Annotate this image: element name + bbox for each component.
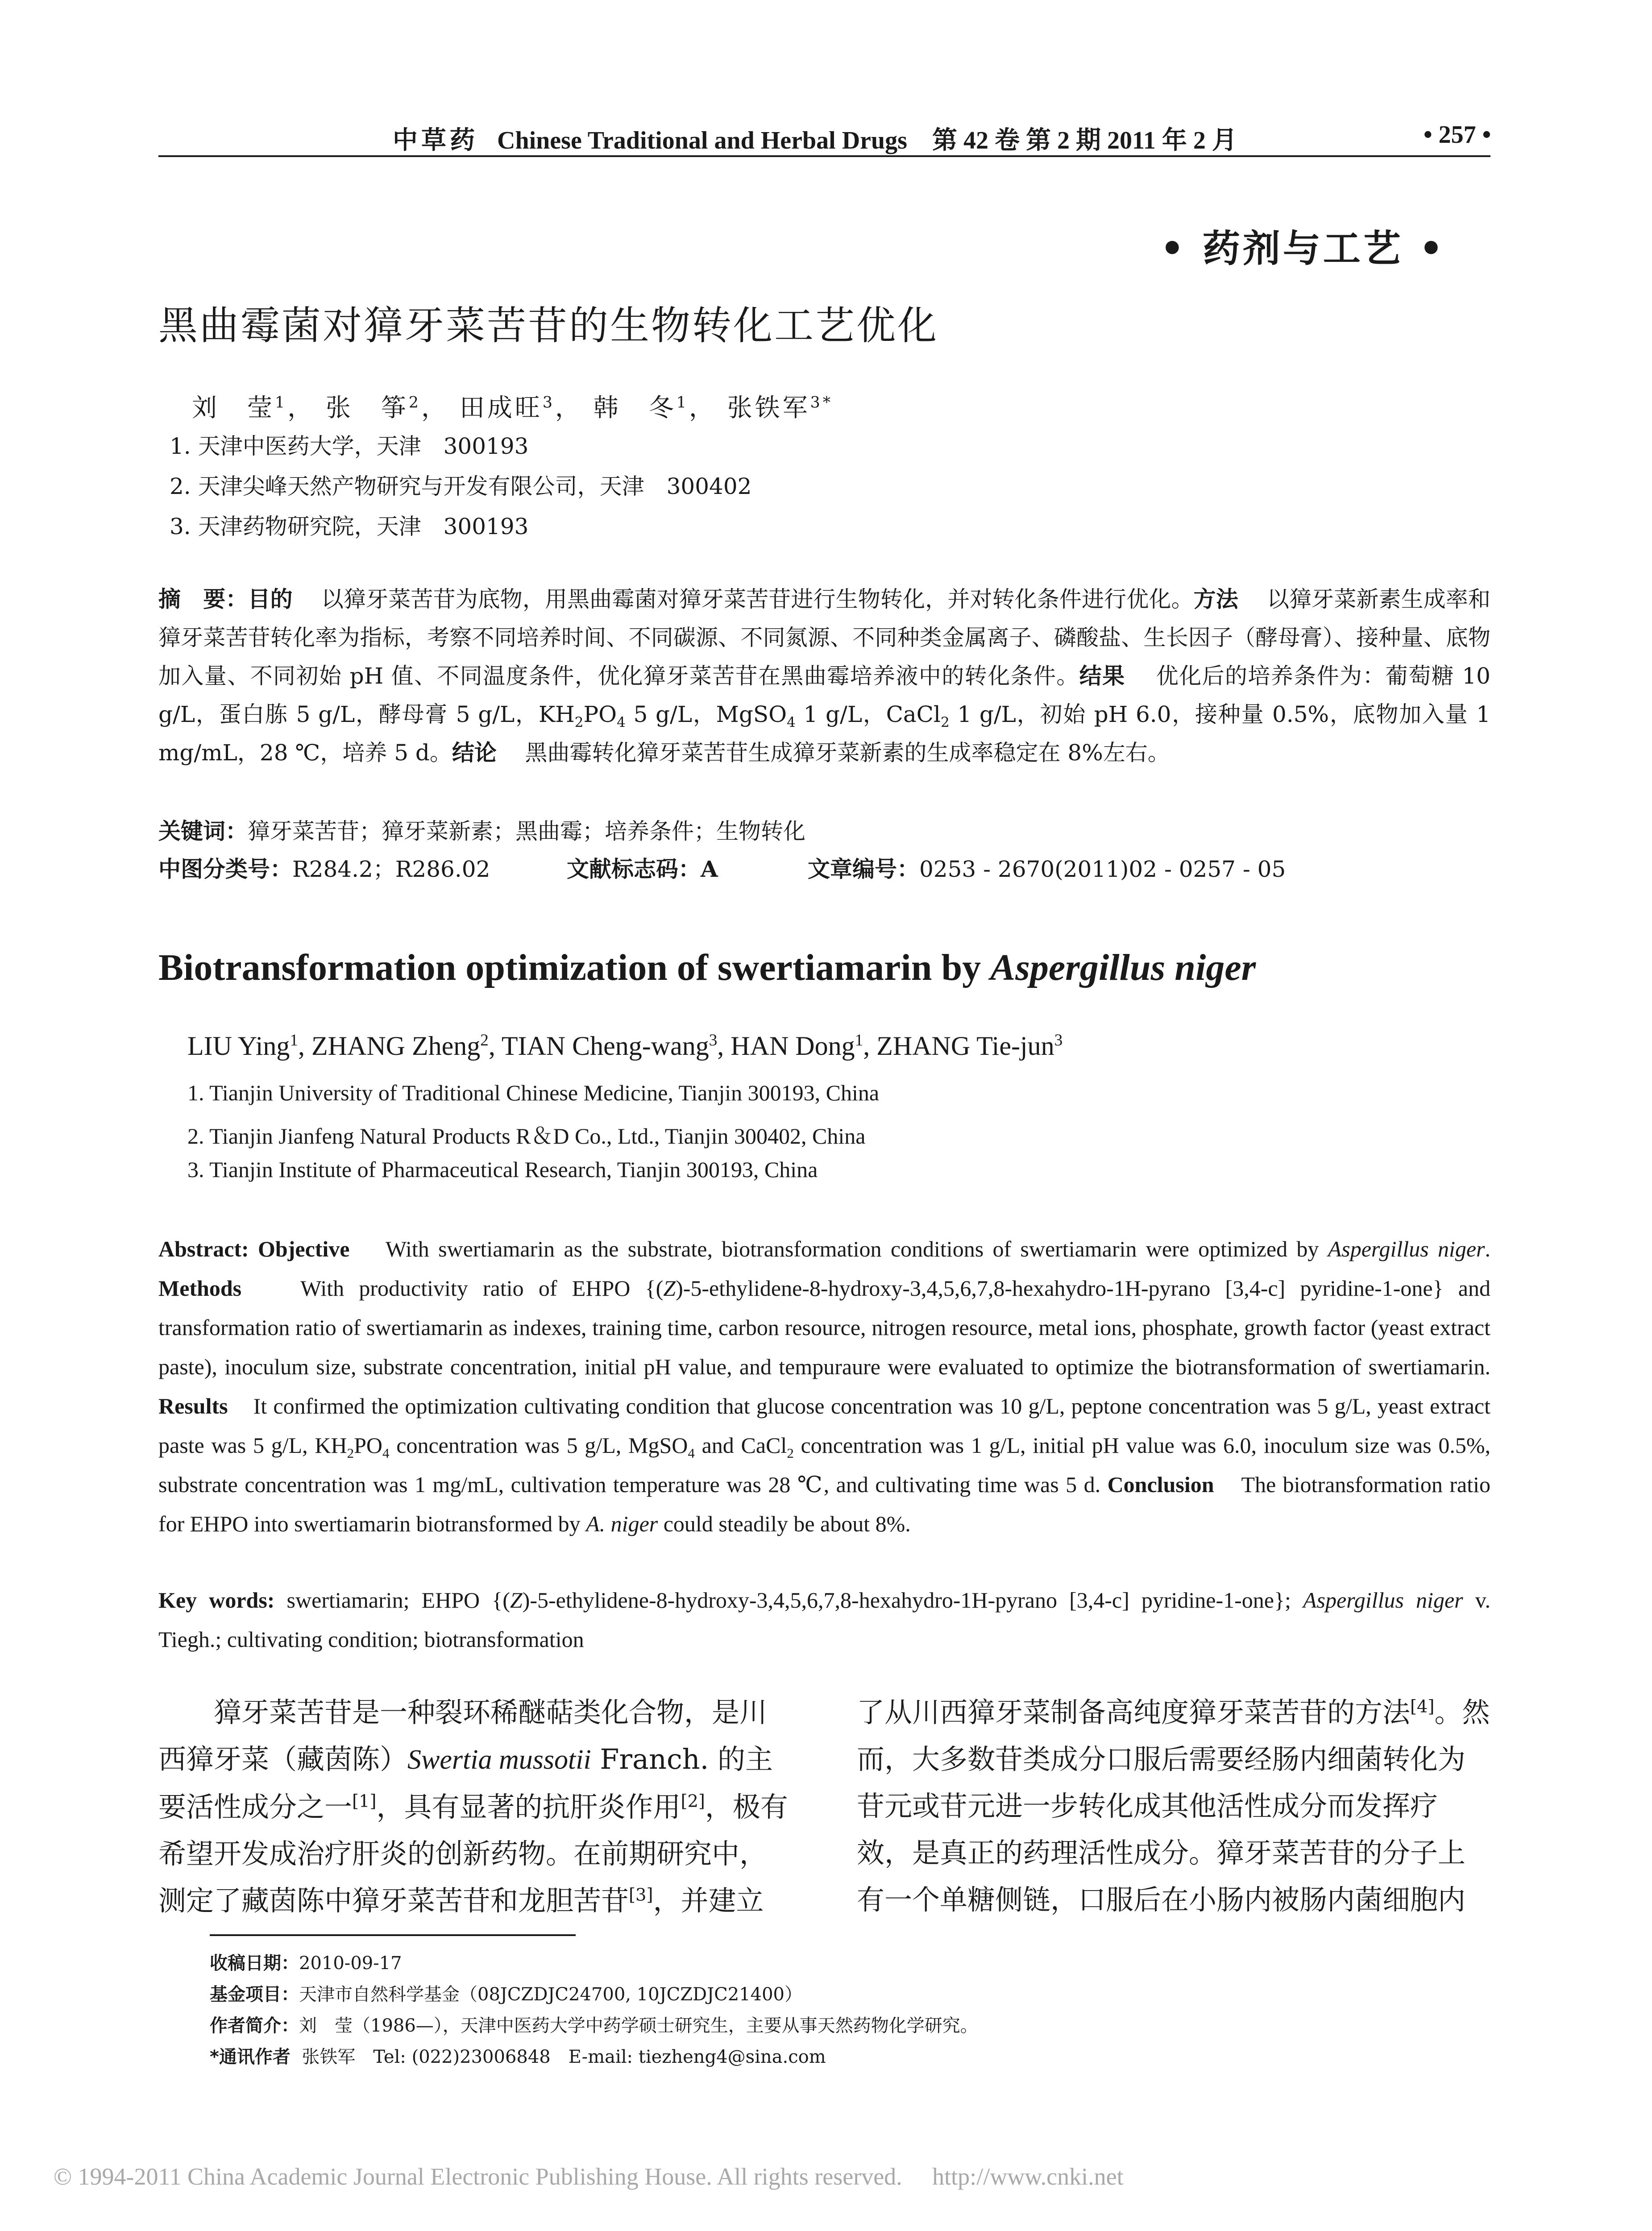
doc-label: 文献标志码：: [567, 856, 701, 882]
body-column-right: [857, 1689, 1490, 1923]
conclusion-label: Conclusion: [1107, 1472, 1214, 1497]
keywords-text: 獐牙菜苦苷；獐牙菜新素；黑曲霉；培养条件；生物转化: [248, 818, 805, 844]
methods-label: 方法: [1193, 586, 1238, 612]
footnote-received: [210, 1949, 402, 1974]
affiliation-en: 3. Tianjin Institute of Pharmaceutical Research, Tianjin 300193, China: [187, 1157, 818, 1182]
citation: [2]: [681, 1791, 705, 1812]
article-number: [808, 851, 1286, 883]
author-affil-mark: 1: [275, 394, 288, 412]
title-english-main: Biotransformation optimization of swertiamarin by: [158, 947, 991, 988]
citation: [3]: [629, 1885, 653, 1905]
keywords-english: [158, 1580, 1490, 1659]
authors-english: LIU Ying$^1$, ZHANG Zheng$^2$, TIAN Cheng-wang$^3$, HAN Dong$^1$, ZHANG Tie-jun$^3$: [187, 1031, 1063, 1061]
footnote-text: 天津市自然科学基金（08JCZDJC24700, 10JCZDJC21400）: [299, 1984, 803, 2005]
abstract-label: Abstract:: [158, 1236, 249, 1261]
body-paragraph: [857, 1689, 1490, 1923]
author-name: 田成旺: [459, 394, 543, 423]
journal-name-cn: 中草药: [393, 125, 478, 155]
keywords-chinese: [158, 812, 1490, 850]
keywords-text: swertiamarin; EHPO {(: [274, 1588, 510, 1613]
subscript: 2: [574, 714, 584, 730]
results-label: 结果: [1079, 663, 1125, 689]
author-affil-mark: 2: [480, 1031, 489, 1049]
results-text: PO: [583, 701, 617, 727]
results-text: PO: [354, 1433, 383, 1458]
keywords-italic: Z: [510, 1588, 523, 1613]
results-text: concentration was 5 g/L, MgSO: [389, 1433, 688, 1458]
authors-chinese: 刘 莹$^1$， 张 筝$^2$， 田成旺$^3$， 韩 冬$^1$， 张铁军$^{3*}$: [192, 394, 834, 423]
abstract-label: 摘 要：: [158, 586, 248, 612]
title-english-italic: Aspergillus niger: [990, 947, 1256, 988]
results-label: Results: [158, 1393, 228, 1418]
subscript: 4: [382, 1445, 390, 1461]
affiliation-cn: 3. 天津药物研究院，天津 300193: [170, 514, 529, 539]
author-affil-mark: 2: [408, 394, 421, 412]
affiliation-en: 1. Tianjin University of Traditional Chinese Medicine, Tianjin 300193, China: [187, 1080, 880, 1105]
affiliation-cn: 1. 天津中医药大学，天津 300193: [170, 433, 529, 459]
body-text: 了从川西獐牙菜制备高纯度獐牙菜苦苷的方法: [857, 1696, 1411, 1729]
article-value: 0253 - 2670(2011)02 - 0257 - 05: [919, 856, 1286, 882]
citation: [4]: [1410, 1696, 1435, 1717]
conclusion-italic: A. niger: [586, 1511, 658, 1536]
author-affil-mark: 3: [542, 394, 555, 412]
subscript: 2: [347, 1445, 354, 1461]
objective-text: With swertiamarin as the substrate, biotransformation conditions of swertiamarin were optimized by: [385, 1236, 1328, 1261]
author-name: 刘 莹: [192, 394, 275, 423]
footnote-text: 2010-09-17: [299, 1953, 402, 1974]
conclusion-text: 黑曲霉转化獐牙菜苦苷生成獐牙菜新素的生成率稳定在 8%左右。: [525, 740, 1170, 766]
clc-value: R284.2；R286.02: [292, 856, 490, 882]
objective-italic: Aspergillus niger: [1328, 1236, 1485, 1261]
body-text: ，具有显著的抗肝炎作用: [376, 1791, 681, 1823]
author-name: HAN Dong: [731, 1031, 855, 1061]
title-english: [158, 946, 1256, 989]
subscript: 4: [688, 1445, 695, 1461]
keywords-italic: Aspergillus niger: [1303, 1588, 1463, 1613]
classification-line: [158, 851, 490, 883]
author-name: LIU Ying: [187, 1031, 290, 1061]
section-heading: • 药剂与工艺 •: [1160, 226, 1446, 270]
body-paragraph: [158, 1689, 792, 1924]
journal-name-en: Chinese Traditional and Herbal Drugs: [497, 127, 907, 154]
author-name: ZHANG Zheng: [311, 1031, 481, 1061]
keywords-label: 关键词：: [158, 818, 248, 844]
author-affil-mark: 1: [290, 1031, 299, 1049]
copyright-notice: © 1994-2011 China Academic Journal Electronic Publishing House. All rights reserved. http://www.cnki.net: [54, 2163, 1124, 2190]
document-code: [567, 851, 718, 883]
keywords-text: )-5-ethylidene-8-hydroxy-3,4,5,6,7,8-hexahydro-1H-pyrano [3,4-c] pyridine-1-one};: [522, 1588, 1303, 1613]
keywords-text: v. Tiegh.; cultivating condition; biotransformation: [158, 1588, 1490, 1652]
footnote-rule: [210, 1934, 576, 1936]
subscript: 4: [617, 714, 626, 730]
body-italic: Swertia mussotii: [407, 1745, 591, 1775]
objective-label: 目的: [248, 586, 293, 612]
footnote-fund: [210, 1980, 802, 2006]
results-text: 1 g/L，初始 pH 6.0，接种量 0.5%，底物加入量 1 mg/mL，28 ℃，培养 5 d。: [158, 701, 1490, 766]
objective-label: Objective: [258, 1236, 350, 1261]
article-label: 文章编号：: [808, 856, 919, 882]
methods-text: 以獐牙菜新素生成率和獐牙菜苦苷转化率为指标，考察不同培养时间、不同碳源、不同氮源、不同种类金属离子、磷酸盐、生长因子（酵母膏）、接种量、底物加入量、不同初始 pH 值、不同温度条件，优化獐牙菜苦苷在黑曲霉培养液中的转化条件。: [158, 586, 1491, 689]
subscript: 2: [940, 714, 950, 730]
results-text: 5 g/L，MgSO: [625, 701, 787, 727]
results-text: and CaCl: [694, 1433, 787, 1458]
author-affil-mark: 1: [676, 394, 689, 412]
results-text: 1 g/L，CaCl: [795, 701, 941, 727]
page-number: • 257 •: [1424, 121, 1491, 149]
methods-text: )-5-ethylidene-8-hydroxy-3,4,5,6,7,8-hexahydro-1H-pyrano [3,4-c] pyridine-1-one} and transformation ratio of swertiamarin as indexes, training time, carbon resource, nitrogen resource, metal ions, phosphate, growth factor (yeast extract paste), inoculum size, substrate concentration, initial pH value, and tempuraure were evaluated to optimize the biotransformation of swertiamarin.: [158, 1276, 1490, 1379]
author-name: 韩 冬: [593, 394, 677, 423]
body-text: Franch. 的主要活性成分之一: [158, 1743, 773, 1823]
footnote-label: *通讯作者: [210, 2047, 291, 2067]
footnote-label: 基金项目：: [210, 1984, 299, 2005]
footnote-label: 收稿日期：: [210, 1953, 299, 1974]
author-name: 张铁军: [727, 394, 810, 423]
author-affil-mark: 1: [855, 1031, 863, 1049]
conclusion-label: 结论: [452, 740, 497, 766]
footnote-label: 作者简介：: [210, 2015, 299, 2036]
footnote-correspondence: [210, 2043, 826, 2068]
conclusion-text: could steadily be about 8%.: [658, 1511, 911, 1536]
author-name: TIAN Cheng-wang: [501, 1031, 709, 1061]
footnote-text: 刘 莹（1986—），天津中医药大学中药学硕士研究生，主要从事天然药物化学研究。: [299, 2015, 978, 2036]
keywords-label: Key words:: [158, 1588, 275, 1613]
body-text: ，并建立: [653, 1884, 764, 1917]
doc-value: A: [701, 856, 718, 882]
footnote-text: 张铁军 Tel: (022)23006848 E-mail: tiezheng4@sina.com: [302, 2047, 826, 2067]
abstract-chinese: [158, 580, 1490, 772]
results-text: It confirmed the optimization cultivating condition that glucose concentration was 10 g/L, peptone concentration was 5 g/L, yeast extract paste was 5 g/L, KH: [158, 1393, 1490, 1458]
journal-issue: 第 42 卷 第 2 期 2011 年 2 月: [932, 127, 1237, 154]
methods-label: Methods: [158, 1276, 242, 1301]
title-chinese: 黑曲霉菌对獐牙菜苦苷的生物转化工艺优化: [158, 303, 939, 348]
results-text: concentration was 1 g/L, initial pH value was 6.0, inoculum size was 0.5%, substrate concentration was 1 mg/mL, cultivation temperature was 28 ℃, and cultivating time was 5 d.: [158, 1433, 1490, 1497]
author-name: ZHANG Tie-jun: [876, 1031, 1054, 1061]
subscript: 4: [787, 714, 796, 730]
header-rule: [158, 155, 1490, 157]
author-affil-mark: 3: [709, 1031, 718, 1049]
objective-text: 以獐牙菜苦苷为底物，用黑曲霉菌对獐牙菜苦苷进行生物转化，并对转化条件进行优化。: [321, 586, 1194, 612]
clc-label: 中图分类号：: [158, 856, 292, 882]
affiliation-cn: 2. 天津尖峰天然产物研究与开发有限公司，天津 300402: [170, 473, 752, 499]
citation: [1]: [352, 1791, 377, 1812]
abstract-english: [158, 1229, 1490, 1543]
author-affil-mark: 3: [1054, 1031, 1063, 1049]
body-text: ，极有希望开发成治疗肝炎的创新药物。在前期研究中，测定了藏茵陈中獐牙菜苦苷和龙胆苦苷: [158, 1791, 788, 1917]
methods-text: With productivity ratio of EHPO {(: [300, 1276, 664, 1301]
subscript: 2: [787, 1445, 794, 1461]
affiliation-en: 2. Tianjin Jianfeng Natural Products R＆D Co., Ltd., Tianjin 300402, China: [187, 1124, 866, 1149]
objective-text: .: [1485, 1236, 1490, 1261]
author-affil-mark: 3*: [810, 394, 834, 412]
author-name: 张 筝: [325, 394, 409, 423]
body-text: 獐牙菜苦苷是一种裂环稀醚萜类化合物，是川西獐牙菜（藏茵陈）: [158, 1696, 768, 1775]
running-header: [393, 120, 1237, 156]
results-text: 优化后的培养条件为：葡萄糖 10 g/L，蛋白胨 5 g/L，酵母膏 5 g/L，KH: [158, 663, 1490, 727]
methods-italic: Z: [663, 1276, 676, 1301]
footnote-author-bio: [210, 2011, 978, 2037]
conclusion-text: The biotransformation ratio for EHPO into swertiamarin biotransformed by: [158, 1472, 1490, 1536]
body-text: 。然而，大多数苷类成分口服后需要经肠内细菌转化为苷元或苷元进一步转化成其他活性成分而发挥疗效，是真正的药理活性成分。獐牙菜苦苷的分子上有一个单糖侧链，口服后在小肠内被肠内菌细胞内: [857, 1696, 1490, 1916]
body-column-left: [158, 1689, 792, 1924]
